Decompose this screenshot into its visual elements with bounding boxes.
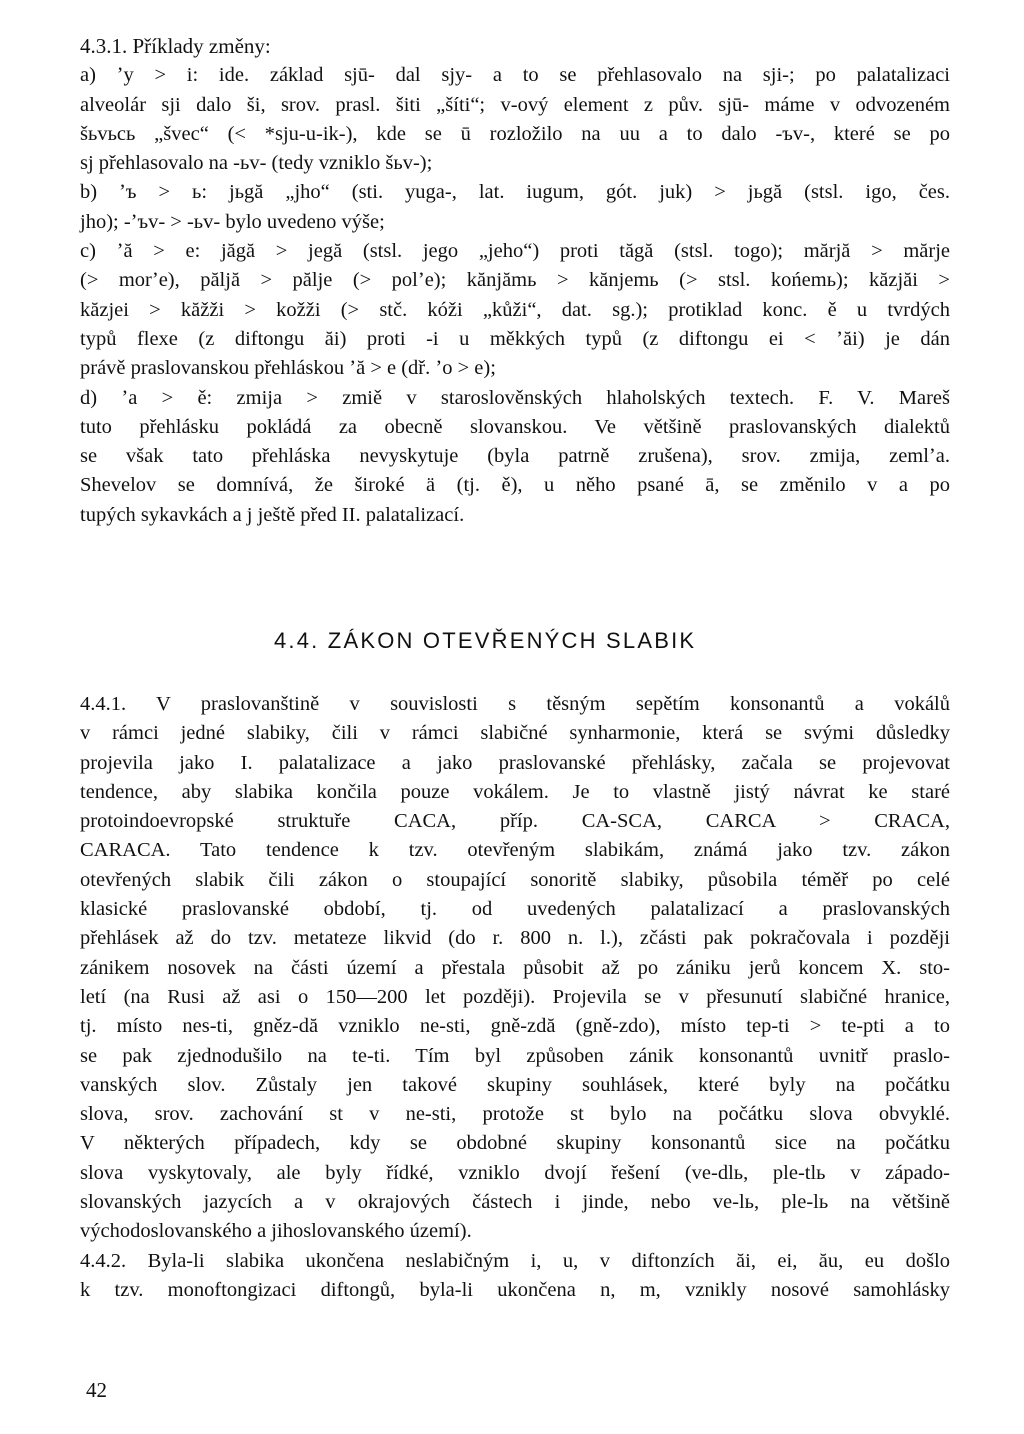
text-line: alveolár sji dalo ši, srov. prasl. šiti „šíti“; v-ový element z pův. sjū- máme v odvozeném xyxy=(80,93,950,116)
page-number: 42 xyxy=(86,1378,107,1402)
text-line: jho); -ʼъv- > -ьv- bylo uvedeno výše; xyxy=(80,210,385,233)
text-line: šьvьcь „švec“ (< *sju-u-ik-), kde se ū rozložilo na uu a to dalo -ъv-, které se po xyxy=(80,122,950,145)
text-line: CARACA. Tato tendence k tzv. otevřeným slabikám, známá jako tzv. zákon xyxy=(80,839,950,862)
text-line: tj. místo nes-ti, gněz-dă vzniklo ne-sti, gně-zdă (gně-zdo), místo tep-ti > te-pti a to xyxy=(80,1015,950,1038)
text-line: otevřených slabik čili zákon o stoupající sonoritě slabiky, působila téměř po celé xyxy=(80,868,950,891)
text-line: se však tato přehláska nevyskytuje (byla patrně zrušena), srov. zmija, zemlʼa. xyxy=(80,445,950,468)
text-line: vanských slov. Zůstaly jen takové skupiny souhlásek, které byly na počátku xyxy=(80,1073,950,1096)
text-line: východoslovanského a jihoslovanského území). xyxy=(80,1220,472,1243)
text-line: d) ʼa > ě: zmija > zmiě v staroslověnských hlaholských textech. F. V. Mareš xyxy=(80,386,950,409)
text-line: se pak zjednodušilo na te-ti. Tím byl způsoben zánik konsonantů uvnitř praslo- xyxy=(80,1044,950,1067)
text-line: letí (na Rusi až asi o 150—200 let později). Projevila se v přesunutí slabičné hranice, xyxy=(80,985,950,1008)
section-title: 4.4. ZÁKON OTEVŘENÝCH SLABIK xyxy=(274,628,697,653)
text-line: slova, srov. zachování st v ne-sti, protože st bylo na počátku slova obvyklé. xyxy=(80,1103,950,1126)
text-line: tendence, aby slabika končila pouze vokálem. Je to vlastně jistý návrat ke staré xyxy=(80,780,950,803)
text-line: c) ʼă > e: jăgă > jegă (stsl. jego „jeho“) proti tăgă (stsl. togo); mărjă > mărje xyxy=(80,240,950,263)
text-line: typů flexe (z diftongu ăi) proti -i u měkkých typů (z diftongu ei < ʼăi) je dán xyxy=(80,327,950,350)
text-line: slova vyskytovaly, ale byly řídké, vzniklo dvojí řešení (ve-dlь, ple-tlь v západo- xyxy=(80,1161,950,1184)
text-line: klasické praslovanské období, tj. od uvedených palatalizací a praslovanských xyxy=(80,898,950,921)
text-line: tuto přehlásku pokládá za obecně slovanskou. Ve většině praslovanských dialektů xyxy=(80,415,950,438)
text-line: kăzjei > kăžži > kožži (> stč. kóži „kůži“, dat. sg.); protiklad konc. ě u tvrdých xyxy=(80,298,950,321)
text-line: přehlásek až do tzv. metateze likvid (do r. 800 n. l.), zčásti pak pokračovala i později xyxy=(80,927,950,950)
text-line: a) ʼy > i: ide. základ sjū- dal sjy- a to se přehlasovalo na sji-; po palatalizaci xyxy=(80,64,950,87)
text-line: v rámci jedné slabiky, čili v rámci slabičné synharmonie, která se svými důsledky xyxy=(80,722,950,745)
text-line: (> morʼe), păljă > pălje (> polʼe); kănjămь > kănjemь (> stsl. końemь); kăzjăi > xyxy=(80,269,950,292)
text-line: Shevelov se domnívá, že široké ä (tj. ě), u něho psané ā, se změnilo v a po xyxy=(80,474,950,497)
subsection-heading: 4.3.1. Příklady změny: xyxy=(80,34,271,58)
text-line: právě praslovanskou přehláskou ʼă > e (dř. ʼo > e); xyxy=(80,357,496,380)
text-line: k tzv. monoftongizaci diftongů, byla-li ukončena n, m, vznikly nosové samohlásky xyxy=(80,1278,950,1301)
text-line: 4.4.2. Byla-li slabika ukončena neslabičným i, u, v diftonzích ăi, ei, ău, eu došlo xyxy=(80,1249,950,1272)
text-line: V některých případech, kdy se obdobné skupiny konsonantů sice na počátku xyxy=(80,1132,950,1155)
text-line: slovanských jazycích a v okrajových částech i jinde, nebo ve-lь, ple-lь na většině xyxy=(80,1191,950,1214)
block-open-syllables xyxy=(80,690,950,1305)
text-line: zánikem nosovek na části území a přestala působit až po zániku jerů koncem X. sto- xyxy=(80,956,950,979)
block-examples xyxy=(80,32,950,530)
text-line: projevila jako I. palatalizace a jako praslovanské přehlásky, začala se projevovat xyxy=(80,751,950,774)
text-line: 4.4.1. V praslovanštině v souvislosti s těsným sepětím konsonantů a vokálů xyxy=(80,693,950,715)
text-line: sj přehlasovalo na -ьv- (tedy vzniklo šьv-); xyxy=(80,152,433,175)
text-line: tupých sykavkách a j ještě před II. palatalizací. xyxy=(80,503,465,526)
text-line: protoindoevropské struktuře CACA, příp. CA-SCA, CARCA > CRACA, xyxy=(80,810,950,833)
text-line: b) ʼъ > ь: jьgă „jho“ (sti. yuga-, lat. iugum, gót. juk) > jьgă (stsl. igo, čes. xyxy=(80,181,950,204)
